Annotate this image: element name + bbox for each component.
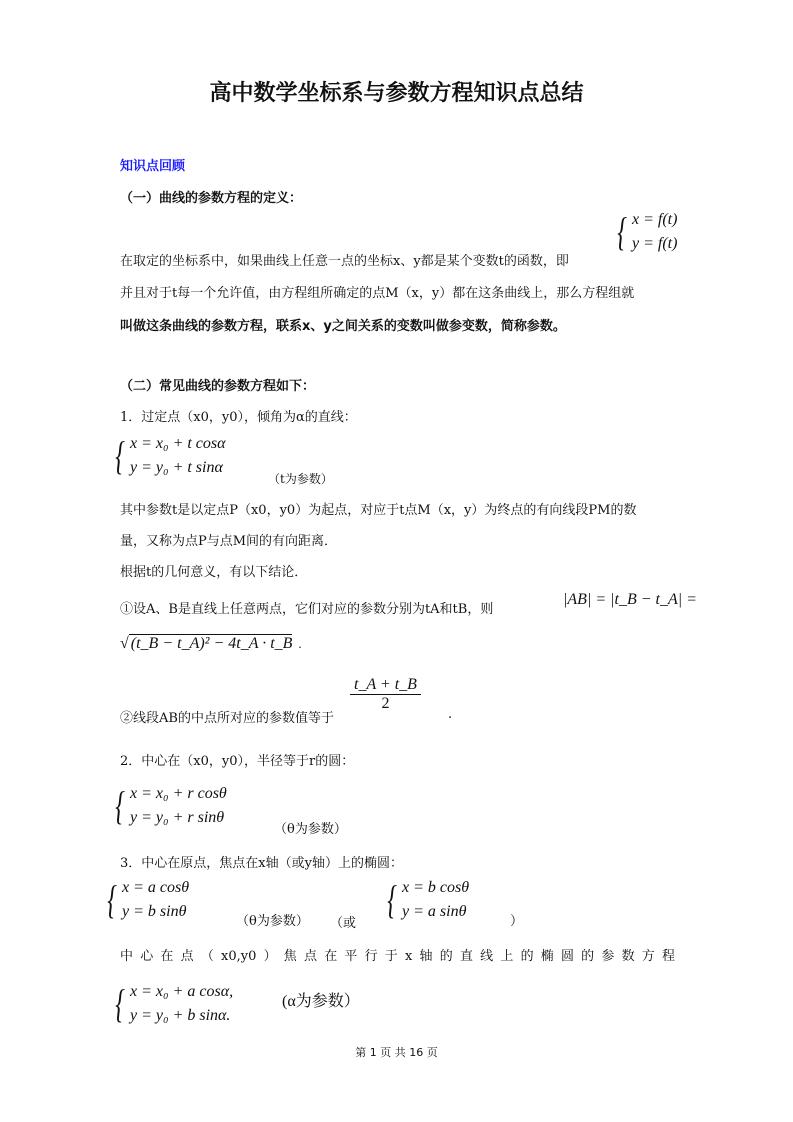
eq-row: x = x₀ + a cosα, (130, 983, 234, 1000)
midpoint-fraction (350, 676, 421, 713)
section1-heading: （一）曲线的参数方程的定义： (120, 191, 303, 206)
denominator: 2 (381, 695, 390, 712)
eq-row: x = a cosθ (122, 879, 190, 896)
sqrt-sign: √ (120, 635, 129, 652)
brace: { (107, 877, 117, 922)
section2-heading: （二）常见曲线的参数方程如下： (120, 379, 316, 394)
sqrt-body: (t_B − t_A)² − 4t_A · t_B (130, 635, 293, 652)
eq-row: y = a sinθ (402, 903, 467, 920)
eq-row: y = b sinθ (122, 903, 187, 920)
numerator: t_A + t_B (350, 676, 421, 695)
line-system (112, 432, 226, 480)
paragraph-bold: 叫做这条曲线的参数方程，联系x、y之间关系的变数叫做参变数，简称参数。 (120, 319, 566, 334)
eq-row: y = y₀ + b sinα. (130, 1007, 231, 1024)
ellipse-system (104, 876, 189, 924)
eq-row: y = y₀ + t sinα (130, 459, 223, 476)
period: . (298, 636, 302, 651)
page-title: 高中数学坐标系与参数方程知识点总结 (209, 81, 584, 106)
paragraph: 在取定的坐标系中，如果曲线上任意一点的坐标x、y都是某个变数t的函数，即 (120, 254, 569, 269)
param-note: (α为参数） (282, 993, 360, 1010)
eq-row: y = y₀ + r sinθ (130, 809, 225, 826)
conclusion-1: ①设A、B是直线上任意两点，它们对应的参数分别为tA和tB，则 (120, 602, 494, 617)
offset-ellipse-system (112, 980, 233, 1028)
eq-row: x = x₀ + r cosθ (130, 785, 227, 802)
item-1: 1．过定点（x0，y0），倾角为α的直线： (120, 410, 357, 425)
brace: { (617, 209, 627, 254)
param-note: （θ为参数） (274, 822, 347, 837)
ellipse-alt-system (384, 876, 469, 924)
brace: { (387, 877, 397, 922)
conclusion-2: ②线段AB的中点所对应的参数值等于 (120, 711, 334, 726)
eq-row: y = f(t) (632, 235, 678, 252)
brace: { (115, 981, 125, 1026)
or-label: （或 (330, 916, 357, 931)
item-3: 3．中心在原点，焦点在x轴（或y轴）上的椭圆： (120, 856, 403, 871)
page-footer: 第 1 页 共 16 页 (355, 1046, 438, 1059)
paragraph: 并且对于t每一个允许值，由方程组所确定的点M（x，y）都在这条曲线上，那么方程组就 (120, 286, 635, 301)
paragraph: 中心在点（x0,y0）焦点在平行于x轴的直线上的椭圆的参数方程 (120, 949, 675, 964)
eq-row: x = x₀ + t cosα (130, 435, 226, 452)
period: . (448, 707, 453, 722)
definition-system (614, 208, 677, 256)
circle-system (112, 782, 227, 830)
brace: { (115, 783, 125, 828)
eq-row: x = b cosθ (402, 879, 470, 896)
brace: { (115, 433, 125, 478)
section-review-heading: 知识点回顾 (120, 159, 186, 174)
paragraph: 其中参数t是以定点P（x0，y0）为起点，对应于t点M（x，y）为终点的有向线段PM的数 (120, 503, 637, 518)
item-2: 2．中心在（x0，y0），半径等于r的圆： (120, 754, 355, 769)
distance-formula: |AB| = |t_B − t_A| = (563, 591, 697, 608)
param-note: （θ为参数） (236, 914, 309, 929)
close-paren: ） (510, 914, 524, 929)
eq-row: x = f(t) (632, 211, 678, 228)
paragraph: 量，又称为点P与点M间的有向距离． (120, 534, 338, 549)
param-note: （t为参数） (268, 472, 333, 486)
paragraph: 根据t的几何意义，有以下结论． (120, 565, 308, 580)
sqrt-formula (120, 634, 302, 653)
